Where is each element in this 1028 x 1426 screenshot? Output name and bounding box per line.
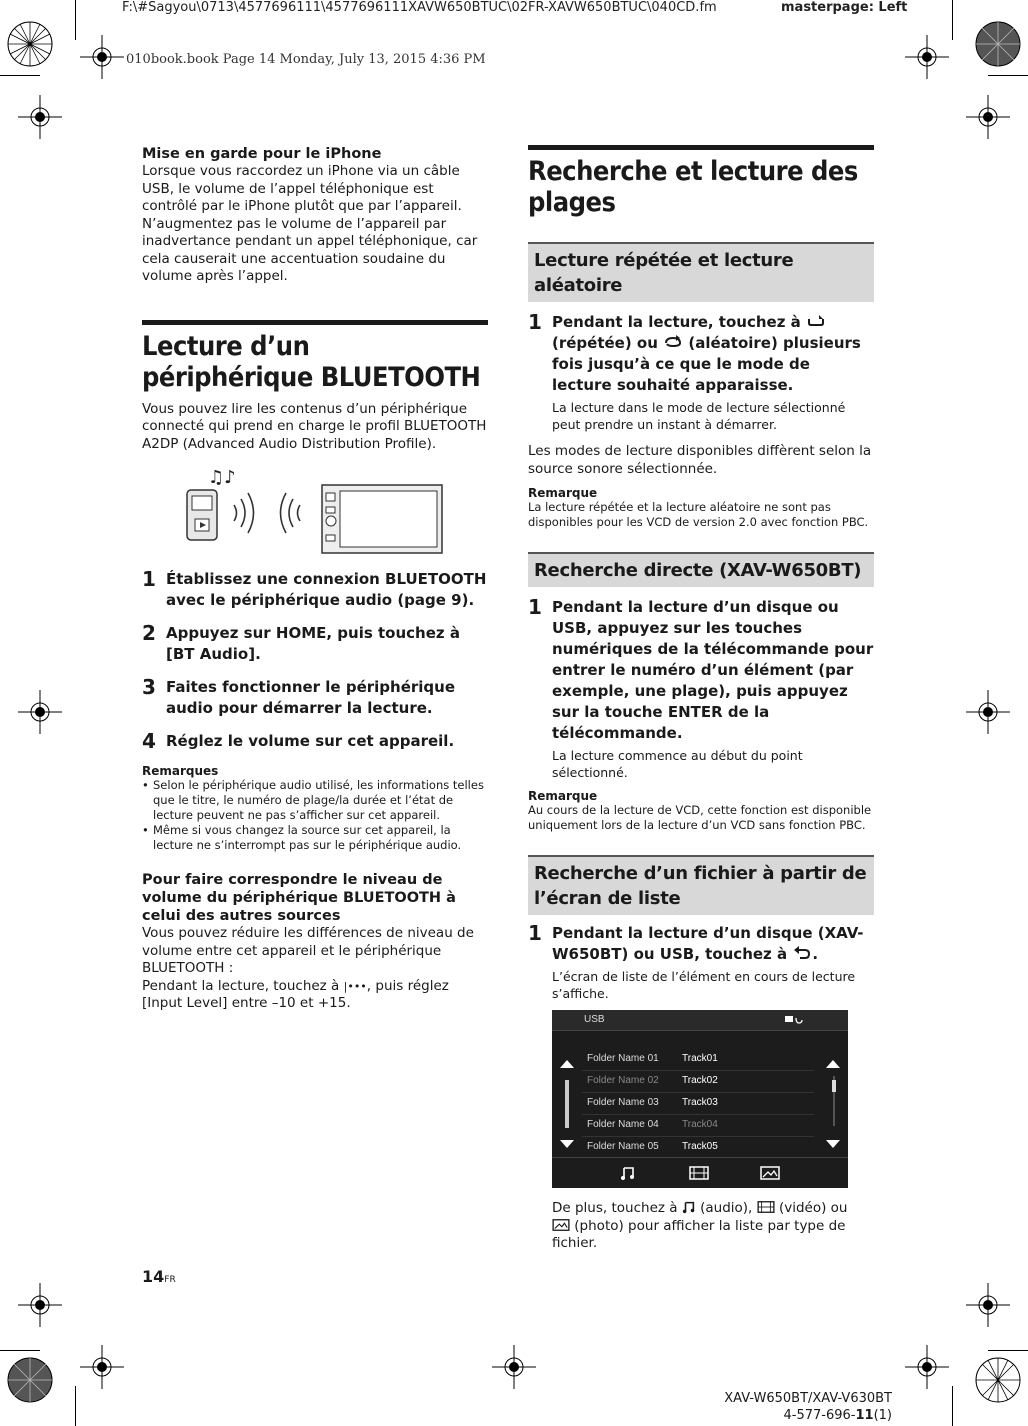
step-text-part: Pendant la lecture, touchez à <box>552 313 807 331</box>
crop-mark <box>952 0 953 40</box>
remark-text: Au cours de la lecture de VCD, cette fonction est disponible uniquement lors de la lecture d’un VCD sans fonction PBC. <box>528 803 872 832</box>
bluetooth-illustration <box>142 463 488 555</box>
crop-mark <box>75 1386 76 1426</box>
list-row <box>582 1138 814 1158</box>
search-section-title: Recherche et lecture des plages <box>528 145 874 218</box>
folder-name: Folder Name 01 <box>587 1053 659 1064</box>
photo-icon <box>552 1218 570 1232</box>
instruction-part: (vidéo) ou <box>774 1200 848 1216</box>
page-number <box>142 1267 176 1286</box>
svg-text:♫♪: ♫♪ <box>208 467 236 488</box>
scroll-down-icon <box>560 1140 574 1148</box>
iphone-caution-text: Lorsque vous raccordez un iPhone via un câble USB, le volume de l’appel téléphonique est contrôlé par le iPhone plutôt que par l’appareil. N’augmentez pas le volume de l’appareil par inadvertance pendant un appel téléphonique, car cela causerait une accentuation soudaine du volume après l’appel. <box>142 163 478 284</box>
instruction-part: Pendant la lecture, touchez à <box>142 977 344 994</box>
step-text: Faites fonctionner le périphérique audio pour démarrer la lecture. <box>166 678 455 717</box>
remark-text: La lecture répétée et la lecture aléatoire ne sont pas disponibles pour les VCD de version 2.0 avec fonction PBC. <box>528 500 869 529</box>
instruction-part: (audio), <box>695 1200 757 1216</box>
crop-mark <box>952 1386 953 1426</box>
crosshair-target-icon <box>966 1283 1010 1327</box>
direct-search-title: Recherche directe (XAV-W650BT) <box>528 552 874 587</box>
crop-mark <box>0 75 40 76</box>
list-screen-illustration <box>552 1010 848 1188</box>
step-text-part: . <box>812 945 819 963</box>
instruction-part: (photo) pour afficher la liste par type de fichier. <box>552 1217 846 1251</box>
step-subtext: La lecture commence au début du point sélectionné. <box>552 748 803 780</box>
step-number: 1 <box>528 310 542 334</box>
step-text-part: (aléatoire) plusieurs fois jusqu’à ce que le mode de lecture souhaité apparaisse. <box>552 334 861 394</box>
scroll-thumb <box>832 1080 836 1092</box>
list-search-title: Recherche d’un fichier à partir de l’écran de liste <box>528 855 874 915</box>
code-part: 4-577-696- <box>783 1408 856 1423</box>
step-text-part: (répétée) ou <box>552 334 664 352</box>
screen-bottom-bar <box>552 1157 848 1188</box>
remark-label: Remarque <box>528 789 598 803</box>
repeat-icon <box>806 314 826 328</box>
repeat-shuffle-title: Lecture répétée et lecture aléatoire <box>528 242 874 302</box>
masterpage-label: masterpage: Left <box>781 0 908 15</box>
crosshair-target-icon <box>18 690 62 734</box>
photo-icon <box>760 1165 780 1181</box>
file-path-header: F:\#Sagyou\0713\4577696111\4577696111XAVW650BTUC\02FR-XAVW650BTUC\040CD.fm <box>122 0 717 15</box>
crosshair-target-icon <box>966 690 1010 734</box>
scroll-down-icon <box>826 1140 840 1148</box>
crosshair-target-icon <box>966 95 1010 139</box>
document-code <box>724 1407 892 1424</box>
left-column <box>142 145 488 1013</box>
remarks-label: Remarques <box>142 764 219 778</box>
code-part: 11 <box>855 1408 874 1423</box>
registration-mark-icon <box>968 14 1028 74</box>
bt-intro: Vous pouvez lire les contenus d’un périphérique connecté qui prend en charge le profil BLUETOOTH A2DP (Advanced Audio Distribution Profile). <box>142 400 487 452</box>
code-part: (1) <box>873 1408 892 1423</box>
step-text: Pendant la lecture d’un disque ou USB, appuyez sur les touches numériques de la télécommande pour entrer le numéro d’un élément (par exemple, une plage), puis appuyez sur la touche ENTER de la télécommande. <box>552 598 874 742</box>
list-row <box>582 1094 814 1115</box>
step-item <box>142 569 488 611</box>
volume-match-instruction <box>142 978 488 1013</box>
music-icon <box>620 1165 636 1181</box>
folder-name: Folder Name 03 <box>587 1097 659 1108</box>
model-footer <box>724 1390 892 1424</box>
crosshair-target-icon <box>18 1283 62 1327</box>
instruction-part: , puis réglez [Input Level] entre –10 et +15. <box>142 977 449 1011</box>
step-number: 1 <box>142 567 156 591</box>
model-names: XAV-W650BT/XAV-V630BT <box>724 1391 892 1406</box>
registration-mark-icon <box>968 1350 1028 1410</box>
track-name: Track04 <box>682 1119 718 1130</box>
step-text <box>552 923 874 965</box>
shuffle-icon <box>663 335 683 349</box>
audio-player-icon <box>187 490 217 540</box>
step-item <box>528 312 874 433</box>
iphone-caution-title: Mise en garde pour le iPhone <box>142 146 382 162</box>
track-name: Track05 <box>682 1141 718 1152</box>
list-row <box>582 1072 814 1093</box>
crosshair-target-icon <box>492 1345 536 1389</box>
step-text <box>552 312 874 396</box>
video-icon <box>757 1200 775 1214</box>
step-text: Établissez une connexion BLUETOOTH avec le périphérique audio (page 9). <box>166 570 487 609</box>
registration-mark-icon <box>0 14 60 74</box>
back-icon <box>792 946 812 960</box>
page-language: FR <box>164 1275 176 1285</box>
step-number: 3 <box>142 675 156 699</box>
video-icon <box>689 1165 709 1181</box>
step-item <box>528 597 874 781</box>
step-text: Réglez le volume sur cet appareil. <box>166 732 455 750</box>
crop-mark <box>75 0 76 40</box>
screen-source-label: USB <box>584 1014 605 1025</box>
step-number: 1 <box>528 921 542 945</box>
modes-paragraph: Les modes de lecture disponibles diffèrent selon la source sonore sélectionnée. <box>528 443 872 477</box>
volume-match-title: Pour faire correspondre le niveau de volume du périphérique BLUETOOTH à celui des autres sources <box>142 872 456 924</box>
crosshair-target-icon <box>905 1345 949 1389</box>
step-item <box>142 677 488 719</box>
instruction-part: De plus, touchez à <box>552 1200 682 1216</box>
remark-item: • Même si vous changez la source sur cet appareil, la lecture ne s’interrompt pas sur le périphérique audio. <box>142 823 488 853</box>
track-name: Track03 <box>682 1097 718 1108</box>
file-type-instruction <box>552 1200 874 1253</box>
step-number: 4 <box>142 729 156 753</box>
list-row <box>582 1050 814 1071</box>
folder-name: Folder Name 04 <box>587 1119 659 1130</box>
wireless-wave-icon <box>234 493 300 533</box>
step-number: 1 <box>528 595 542 619</box>
remark-item: • Selon le périphérique audio utilisé, les informations telles que le titre, le numéro de plage/la durée et l’état de lecture peuvent ne pas s’afficher sur cet appareil. <box>142 778 488 823</box>
step-subtext: L’écran de liste de l’élément en cours de lecture s’affiche. <box>552 969 856 1001</box>
scroll-up-icon <box>826 1060 840 1068</box>
folder-name: Folder Name 05 <box>587 1141 659 1152</box>
track-name: Track02 <box>682 1075 718 1086</box>
crosshair-target-icon <box>80 35 124 79</box>
crosshair-target-icon <box>905 35 949 79</box>
step-item <box>528 923 874 1253</box>
remark-label: Remarque <box>528 486 598 500</box>
step-text: Appuyez sur HOME, puis touchez à [BT Audio]. <box>166 624 460 663</box>
scroll-up-icon <box>560 1060 574 1068</box>
crop-mark <box>988 75 1028 76</box>
options-icon: |••• <box>343 979 367 993</box>
step-number: 2 <box>142 621 156 645</box>
list-view-icon <box>784 1014 804 1026</box>
music-notes-icon <box>208 467 236 488</box>
screen-top-bar <box>552 1010 848 1031</box>
car-stereo-icon <box>322 485 442 553</box>
bt-steps <box>142 569 488 752</box>
folder-name: Folder Name 02 <box>587 1075 659 1086</box>
step-subtext: La lecture dans le mode de lecture sélectionné peut prendre un instant à démarrer. <box>552 400 846 432</box>
scroll-track <box>565 1080 569 1128</box>
step-item <box>142 731 488 752</box>
step-text-part: Pendant la lecture d’un disque (XAV-W650BT) ou USB, touchez à <box>552 924 864 963</box>
crosshair-target-icon <box>18 95 62 139</box>
music-icon <box>682 1200 696 1214</box>
crosshair-target-icon <box>80 1345 124 1389</box>
volume-match-text: Vous pouvez réduire les différences de niveau de volume entre cet appareil et le périphérique BLUETOOTH : <box>142 925 474 976</box>
right-column <box>528 145 874 1253</box>
track-name: Track01 <box>682 1053 718 1064</box>
bt-section-title: Lecture d’un périphérique BLUETOOTH <box>142 320 488 393</box>
step-item <box>142 623 488 665</box>
book-stamp: 010book.book Page 14 Monday, July 13, 2015 4:36 PM <box>126 52 486 67</box>
page-number-value: 14 <box>142 1267 165 1286</box>
list-row <box>582 1116 814 1137</box>
registration-mark-icon <box>0 1350 60 1410</box>
